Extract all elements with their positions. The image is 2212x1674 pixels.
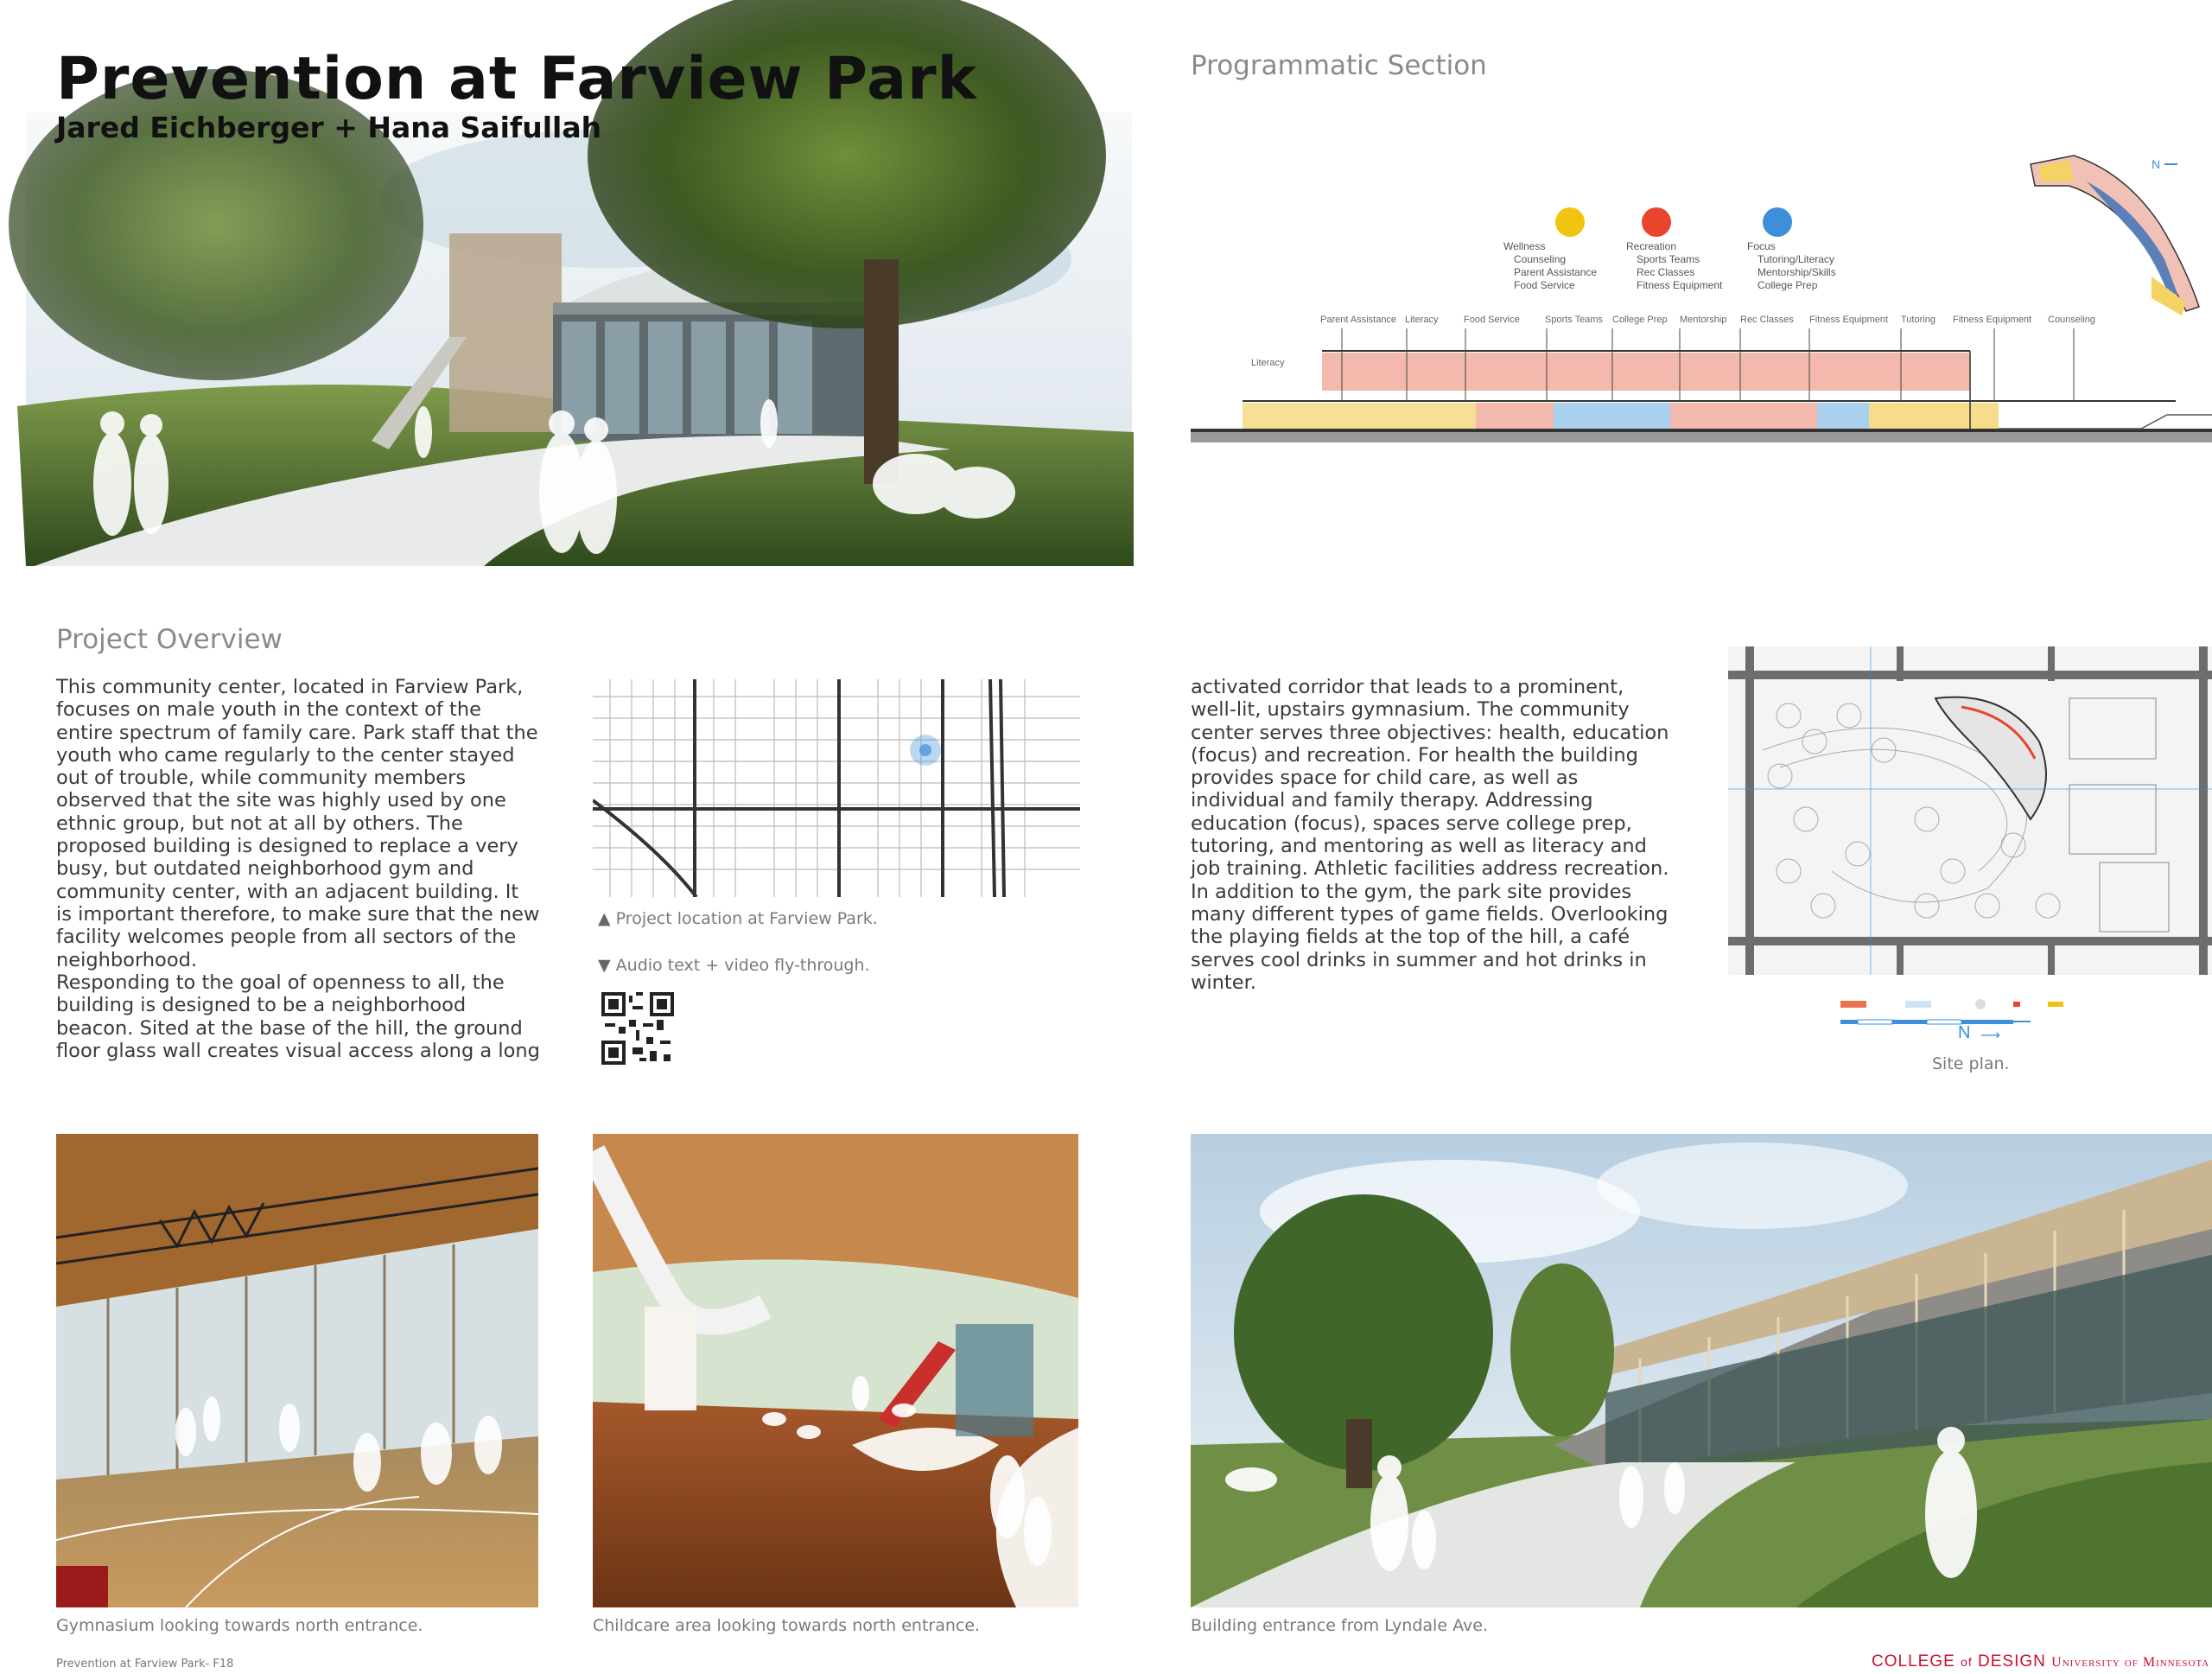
arrow-up-icon: ▲ — [598, 909, 611, 928]
legend-item: Counseling — [1514, 253, 1567, 265]
legend-item: Food Service — [1514, 279, 1575, 291]
entrance-illustration — [1191, 1134, 2212, 1607]
legend-title: Recreation — [1626, 240, 1677, 252]
footer-left: Prevention at Farview Park- F18 — [56, 1658, 234, 1671]
legend-item: Sports Teams — [1637, 253, 1700, 265]
overview-paragraph: Responding to the goal of openness to all, the building is designed to be a neighborhood beacon. Sited at the base of the hill, the ground floor glass wall creates visual access along a long — [56, 971, 540, 1062]
location-map — [593, 679, 1080, 897]
childcare-illustration — [593, 1134, 1078, 1607]
legend-item: Tutoring/Literacy — [1758, 253, 1834, 265]
section-label: Counseling — [2048, 315, 2096, 325]
overview-paragraph: activated corridor that leads to a prominent, well-lit, upstairs gymnasium. The community center serves three objectives: health, education (focus) and recreation. For health the building provides space for child care, as well as individual and family therapy. Addressing education (focus), spaces serve college prep, tutoring, and mentoring as well as literacy and job training. Athletic facilities address recreation. In addition to the gym, the park site provides many different types of game fields. Overlooking the playing fields at the top of the hill, a café serves cool drinks in summer and hot drinks in winter. — [1191, 676, 1669, 994]
legend-item: Rec Classes — [1637, 266, 1695, 278]
section-label: Sports Teams — [1545, 315, 1604, 325]
logo-university: University of Minnesota — [2051, 1655, 2210, 1670]
childcare-caption: Childcare area looking towards north entrance. — [593, 1616, 981, 1635]
audio-caption: Audio text + video fly-through. — [615, 956, 870, 975]
program-legend — [1503, 207, 1836, 302]
audio-caption-row — [598, 956, 870, 975]
section-label: Tutoring — [1901, 315, 1936, 325]
legend-title: Wellness — [1503, 240, 1546, 252]
site-plan-caption: Site plan. — [1932, 1054, 2010, 1073]
poster-authors: Jared Eichberger + Hana Saifullah — [56, 111, 602, 144]
key-plan-north-label: N — [2152, 157, 2161, 171]
recreation-icon — [1642, 207, 1671, 237]
wellness-icon — [1555, 207, 1585, 237]
key-plan — [2022, 147, 2212, 320]
map-caption-row — [598, 909, 878, 928]
logo-college: COLLEGE — [1872, 1652, 1955, 1671]
legend-item: College Prep — [1758, 279, 1818, 291]
section-label: Mentorship — [1680, 315, 1727, 325]
gym-caption: Gymnasium looking towards north entrance. — [56, 1616, 423, 1635]
section-label: Fitness Equipment — [1953, 315, 2032, 325]
college-of-design-logo — [1872, 1652, 2209, 1671]
section-label: Fitness Equipment — [1809, 315, 1889, 325]
arrow-down-icon: ▼ — [598, 956, 611, 975]
section-drawing — [1191, 328, 2212, 449]
legend-item: Parent Assistance — [1514, 266, 1598, 278]
site-plan-north-label: N — [1958, 1023, 1971, 1042]
section-label: Food Service — [1464, 315, 1520, 325]
map-caption: Project location at Farview Park. — [615, 909, 878, 928]
gym-illustration — [56, 1134, 538, 1607]
site-plan — [1728, 646, 2212, 975]
overview-paragraph: This community center, located in Farview Park, focuses on male youth in the context of the entire spectrum of family care. Park staff that the youth who came regularly to the center stayed out of trouble, while community members observed that the site was highly used by one ethnic group, but not at all by others. The proposed building is designed to replace a very busy, but outdated neighborhood gym and community center, with an adjacent building. It is important therefore, to make sure that the new facility welcomes people from all sectors of the neighborhood. — [56, 676, 540, 971]
logo-design: DESIGN — [1978, 1652, 2046, 1671]
logo-of: of — [1961, 1655, 1973, 1669]
legend-item: Mentorship/Skills — [1758, 266, 1836, 278]
overview-heading: Project Overview — [56, 624, 283, 655]
focus-icon — [1763, 207, 1792, 237]
qr-code[interactable] — [601, 992, 674, 1065]
section-label: Parent Assistance — [1320, 315, 1397, 325]
section-label: Literacy — [1405, 315, 1439, 325]
entrance-caption: Building entrance from Lyndale Ave. — [1191, 1616, 1488, 1635]
poster-title: Prevention at Farview Park — [56, 45, 977, 113]
childcare-rendering — [593, 1134, 1078, 1607]
north-arrow-icon: ⟶ — [1980, 1027, 2000, 1043]
section-label: Rec Classes — [1740, 315, 1794, 325]
section-label: College Prep — [1612, 315, 1668, 325]
entrance-rendering — [1191, 1134, 2212, 1607]
section-label-lower: Literacy — [1251, 358, 1285, 368]
gym-rendering — [56, 1134, 538, 1607]
legend-title: Focus — [1747, 240, 1776, 252]
programmatic-section-heading: Programmatic Section — [1191, 50, 1487, 81]
legend-item: Fitness Equipment — [1637, 279, 1723, 291]
